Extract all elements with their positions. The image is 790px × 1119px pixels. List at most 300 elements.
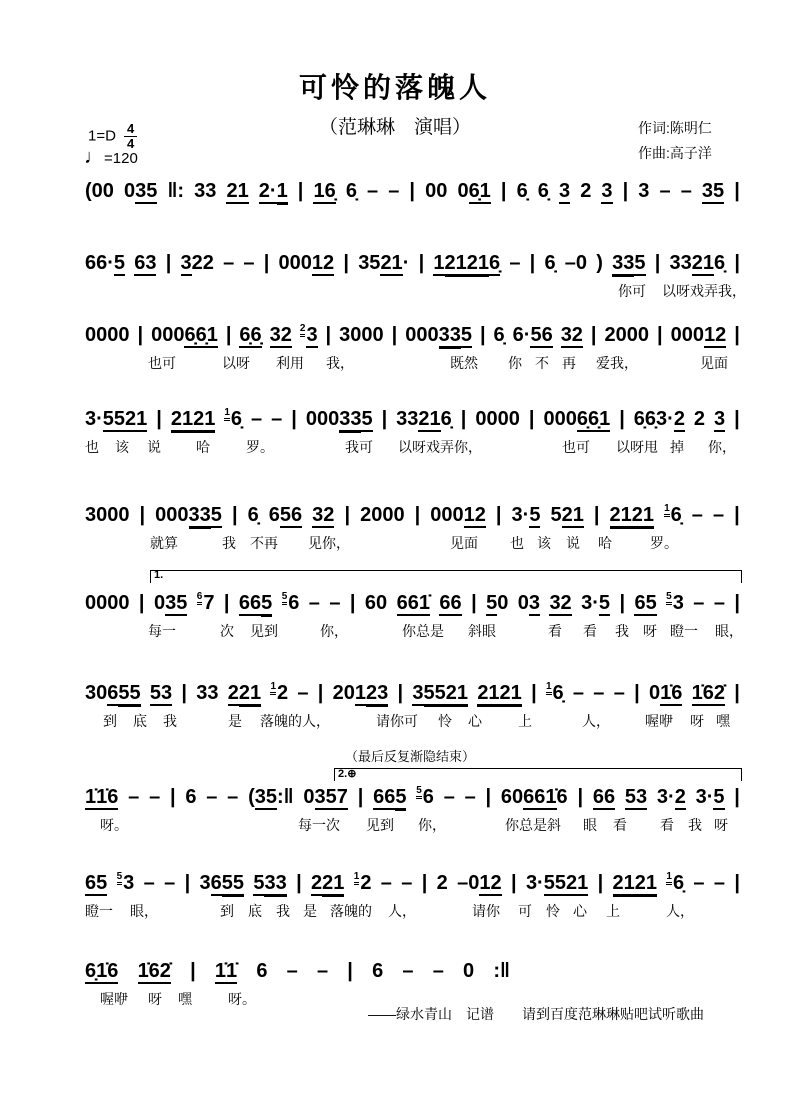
notation-token: 65: [85, 872, 108, 894]
meter-numerator: 4: [124, 122, 137, 137]
lyric-segment: 瞪一: [670, 623, 698, 639]
notation-token: |: [156, 408, 162, 430]
notation-token: 66: [439, 592, 462, 614]
notation-token: 6̣: [345, 180, 357, 202]
notation-token: |: [138, 592, 145, 614]
notation-token: –: [680, 180, 692, 202]
notation-token: 3655: [200, 868, 245, 898]
notation-token: |: [347, 960, 353, 982]
lyric-segment: 见面: [700, 355, 728, 371]
notation-token: 00: [425, 180, 448, 202]
notation-token: |: [291, 408, 297, 430]
meter-fraction: [124, 122, 137, 151]
lyric-segment: 喔咿: [100, 991, 128, 1007]
notation-token: 2·1: [259, 176, 288, 206]
notation-token: 03: [517, 592, 541, 614]
notation-token: |: [317, 682, 324, 704]
lyric-segment: 以呀甩: [616, 439, 658, 455]
lyric-segment: 人，: [582, 713, 610, 729]
notation-token: –: [316, 960, 329, 982]
lyric-segment: 见你，: [308, 535, 350, 551]
notation-token: 63: [134, 252, 157, 274]
lyric-segment: 说: [147, 439, 161, 455]
notation-token: |: [137, 324, 144, 346]
notation-token: |: [165, 252, 172, 274]
notation-token: $^1$6̣: [545, 681, 564, 704]
notation-token: –0: [564, 252, 588, 274]
lyric-segment: 该: [115, 439, 129, 455]
volta-1-label: 1.: [154, 569, 164, 581]
notation-token: |: [593, 504, 600, 526]
notation-token: 32: [312, 504, 335, 526]
notation-token: $^5$3: [666, 591, 684, 614]
footer-credit: ——绿水青山 记谱 请到百度范琳琳贴吧试听歌曲: [368, 1006, 704, 1022]
notation-token: 0000: [85, 592, 130, 614]
lyric-segment: 心: [573, 903, 587, 919]
notation-token: –: [593, 682, 605, 704]
notation-token: |: [397, 682, 404, 704]
song-subtitle: （范琳琳 演唱）: [318, 117, 471, 138]
key-value: 1=D: [88, 127, 116, 145]
notation-token: |: [654, 252, 661, 274]
notation-token: –: [713, 592, 725, 614]
notation-token: 6: [185, 786, 197, 808]
lyric-segment: 嘿: [178, 991, 192, 1007]
lyric-segment: 看: [583, 623, 597, 639]
notation-token: 3: [714, 408, 726, 430]
notation-row: [85, 678, 740, 708]
notation-token: $^5$3: [116, 871, 135, 894]
lyric-segment: 呀。: [228, 991, 256, 1007]
music-line-9: [85, 868, 740, 930]
notation-token: 3000: [339, 324, 384, 346]
notation-row: [85, 176, 740, 206]
notation-token: –: [443, 786, 455, 808]
notation-token: |: [343, 252, 349, 274]
notation-token: (35:‖: [248, 786, 294, 808]
notation-token: 035: [153, 592, 188, 614]
notation-token: 66·5: [85, 252, 126, 274]
notation-token: 00012: [670, 324, 727, 346]
notation-token: 3521·: [358, 252, 410, 274]
notation-token: 3·5: [511, 504, 541, 526]
notation-token: |: [421, 872, 428, 894]
notation-token: 665: [373, 782, 406, 812]
lyric-segment: 呀。: [100, 817, 128, 833]
notation-token: |: [344, 504, 351, 526]
volta-2-bracket: [334, 768, 742, 781]
notation-token: 6·56: [512, 324, 553, 346]
notation-token: 32: [560, 324, 583, 346]
notation-token: –: [432, 960, 444, 982]
notation-row: [85, 248, 740, 278]
notation-token: 0006̣6̣1: [543, 408, 611, 430]
notation-token: 1̇62̇: [691, 682, 725, 704]
lyric-segment: 心: [468, 713, 482, 729]
notation-token: |: [471, 592, 477, 614]
notation-token: 2: [693, 408, 706, 430]
notation-token: 00012: [278, 252, 335, 274]
notation-token: –: [693, 592, 705, 614]
notation-token: |: [223, 592, 230, 614]
lyric-segment: 你，: [708, 439, 736, 455]
lyric-segment: 看: [548, 623, 562, 639]
notation-token: |: [357, 786, 364, 808]
lyric-segment: 每一: [148, 623, 176, 639]
notation-token: |: [139, 504, 146, 526]
notation-token: 221: [228, 678, 261, 708]
notation-token: |: [297, 180, 304, 202]
notation-token: 60: [364, 592, 388, 614]
lyric-segment: 你可: [618, 283, 646, 299]
notation-token: |: [500, 180, 507, 202]
lyric-segment: 上: [606, 903, 620, 919]
notation-row: [85, 782, 740, 812]
lyric-segment: 呀: [643, 623, 657, 639]
notation-token: |: [619, 592, 626, 614]
notation-token: |: [510, 872, 517, 894]
notation-token: |: [577, 786, 584, 808]
notation-token: –: [227, 786, 239, 808]
notation-token: –: [149, 786, 161, 808]
notation-token: 53: [149, 682, 173, 704]
lyric-segment: 见到: [366, 817, 394, 833]
lyric-segment: 说: [566, 535, 580, 551]
notation-token: 2121: [477, 678, 522, 708]
music-line-2: [85, 248, 746, 310]
notation-token: –: [509, 252, 521, 274]
lyricist-credit: 作词:陈明仁: [638, 120, 712, 136]
notation-token: 1̇62̇: [137, 960, 171, 982]
notation-token: –: [712, 504, 725, 526]
notation-token: |: [169, 786, 176, 808]
lyric-segment: 怜: [546, 903, 560, 919]
notation-token: $^2$3: [299, 323, 318, 346]
notation-token: 6̣6̣: [239, 324, 262, 346]
notation-token: –: [367, 180, 379, 202]
lyric-segment: 我: [163, 713, 177, 729]
notation-token: 0000: [85, 324, 130, 346]
lyric-segment: 以呀戏弄我，: [662, 283, 746, 299]
notation-token: 2121: [613, 868, 658, 898]
notation-token: –: [297, 682, 309, 704]
lyric-segment: 底: [133, 713, 147, 729]
lyric-segment: 落魄的人，: [260, 713, 330, 729]
notation-token: 2: [580, 180, 592, 202]
notation-token: 661̇: [396, 592, 430, 614]
volta-1-bracket: [150, 570, 742, 583]
notation-token: |: [225, 324, 232, 346]
lyric-segment: 也: [510, 535, 524, 551]
lyric-segment: 我，: [326, 355, 354, 371]
notation-token: –: [206, 786, 218, 808]
notation-token: |: [597, 872, 604, 894]
notation-row: [85, 500, 740, 530]
notation-token: $^1$6̣: [224, 407, 243, 430]
coda-icon: ⊕: [347, 768, 357, 780]
notation-token: |: [296, 872, 302, 894]
notation-token: 0006̣6̣1: [151, 324, 218, 346]
notation-token: –: [401, 872, 413, 894]
notation-token: 521: [550, 504, 584, 526]
repeat-ending-note: （最后反复渐隐结束）: [345, 749, 476, 764]
notation-token: |: [734, 592, 740, 614]
notation-token: 6: [372, 960, 384, 982]
lyric-segment: 你总是: [402, 623, 444, 639]
notation-token: –: [164, 872, 176, 894]
lyric-segment: 罗。: [650, 535, 678, 551]
notation-token: 0000: [475, 408, 520, 430]
lyric-segment: 呀: [714, 817, 728, 833]
notation-token: 50: [486, 592, 509, 614]
lyric-segment: 我: [688, 817, 702, 833]
notation-token: |: [325, 324, 332, 346]
notation-token: |: [734, 324, 740, 346]
lyric-segment: 底: [248, 903, 262, 919]
notation-token: 322: [180, 252, 214, 274]
notation-token: 32: [269, 324, 292, 346]
lyric-segment: 见面: [450, 535, 478, 551]
notation-token: 0357: [303, 786, 348, 808]
lyric-segment: 罗。: [246, 439, 274, 455]
composer-credit: 作曲:高子洋: [638, 145, 712, 161]
meter-denominator: 4: [126, 136, 135, 151]
notation-token: 6: [256, 960, 268, 982]
lyric-segment: 上: [518, 713, 532, 729]
notation-token: –: [691, 504, 703, 526]
lyric-segment: 眼，: [715, 623, 743, 639]
lyric-segment: 呀: [148, 991, 162, 1007]
notation-token: 2000: [604, 324, 650, 346]
notation-token: |: [460, 408, 467, 430]
notation-token: 3: [638, 180, 650, 202]
notation-token: 335: [612, 248, 645, 278]
notation-token: –: [693, 872, 705, 894]
lyric-segment: 斜眼: [468, 623, 496, 639]
notation-token: –: [380, 872, 392, 894]
notation-token: 533: [253, 868, 286, 898]
notation-token: |: [349, 592, 356, 614]
notation-token: |: [734, 408, 740, 430]
notation-token: |: [231, 504, 238, 526]
notation-token: 6̣6̣3·2: [633, 408, 685, 430]
lyric-segment: 人，: [388, 903, 416, 919]
lyric-segment: 哈: [598, 535, 612, 551]
notation-token: 6̣: [247, 504, 259, 526]
volta-2-label: 2.⊕: [338, 768, 357, 780]
notation-token: |: [734, 180, 740, 202]
notation-token: |: [657, 324, 663, 346]
lyric-segment: 喔咿: [645, 713, 673, 729]
notation-token: –: [223, 252, 235, 274]
music-line-4: [85, 404, 740, 466]
notation-token: 035: [123, 180, 158, 202]
notation-token: 3: [601, 180, 613, 202]
lyric-segment: 我: [615, 623, 629, 639]
tempo-value: =120: [104, 150, 138, 167]
notation-token: 221: [311, 868, 344, 898]
lyric-segment: 你总是斜: [505, 817, 561, 833]
lyric-segment: 你，: [418, 817, 446, 833]
lyric-segment: 该: [537, 535, 551, 551]
lyric-segment: 见到: [250, 623, 278, 639]
notation-token: |: [495, 504, 502, 526]
notation-token: 33216̣: [396, 408, 452, 430]
notation-token: 20123: [333, 678, 389, 708]
notation-token: –: [251, 408, 263, 430]
notation-token: 33: [194, 180, 217, 202]
credits-block: [638, 116, 712, 166]
notation-token: $^1$2: [270, 681, 289, 704]
music-line-3: [85, 320, 740, 382]
notation-token: 2121: [171, 404, 216, 434]
notation-token: $^1$2: [353, 871, 372, 894]
notation-token: 33216̣: [669, 252, 726, 274]
notation-token: |: [414, 504, 421, 526]
notation-token: 6̣: [516, 180, 528, 202]
quarter-note-icon: ♩: [84, 146, 104, 168]
notation-token: 66: [592, 786, 616, 808]
notation-token: 3·5521: [85, 408, 148, 430]
lyric-segment: 不: [535, 355, 549, 371]
notation-token: 3·5521: [525, 872, 589, 894]
notation-token: 2121: [610, 500, 655, 530]
notation-token: ): [596, 252, 603, 274]
notation-token: 16̣: [313, 180, 336, 202]
notation-token: –: [402, 960, 414, 982]
notation-token: –: [464, 786, 476, 808]
notation-token: 06̣1: [457, 180, 491, 202]
lyric-segment: 你: [508, 355, 522, 371]
notation-token: 1̇1̇: [214, 960, 238, 982]
lyric-segment: 怜: [438, 713, 452, 729]
lyric-segment: 以呀戏弄你，: [398, 439, 482, 455]
notation-token: 53: [624, 786, 648, 808]
music-line-1: [85, 176, 740, 238]
tempo-marking: [84, 146, 138, 168]
notation-token: $^1$6̣: [666, 871, 685, 894]
lyric-segment: 爱我，: [596, 355, 638, 371]
notation-token: –: [308, 592, 320, 614]
lyric-segment: 人，: [666, 903, 694, 919]
notation-token: |: [734, 252, 740, 274]
lyric-segment: 看: [660, 817, 674, 833]
music-line-5: [85, 500, 740, 562]
notation-row: [85, 320, 740, 350]
notation-token: 2000: [360, 504, 405, 526]
notation-token: –: [128, 786, 140, 808]
notation-token: 121216̣: [433, 248, 500, 278]
notation-token: 6̣: [537, 180, 549, 202]
notation-token: 0: [463, 960, 475, 982]
notation-token: |: [479, 324, 486, 346]
notation-token: 6̣1̇6: [85, 960, 119, 982]
notation-token: 3·5: [581, 592, 611, 614]
notation-row: [85, 404, 740, 434]
lyric-segment: 我可: [345, 439, 373, 455]
lyric-segment: 是: [303, 903, 317, 919]
notation-token: –: [713, 872, 725, 894]
lyric-segment: 看: [613, 817, 627, 833]
lyric-segment: 再: [562, 355, 576, 371]
notation-token: 30655: [85, 678, 141, 708]
notation-token: –: [271, 408, 283, 430]
lyric-segment: 你，: [320, 623, 348, 639]
lyric-segment: 到: [103, 713, 117, 729]
notation-token: 3: [558, 180, 571, 202]
notation-row: [85, 956, 510, 986]
notation-token: |: [734, 786, 740, 808]
notation-token: –: [329, 592, 341, 614]
notation-token: 65: [634, 592, 657, 614]
notation-token: |: [634, 682, 640, 704]
lyric-segment: 次: [220, 623, 234, 639]
lyric-segment: 可: [518, 903, 532, 919]
notation-row: [85, 868, 740, 898]
lyric-segment: 哈: [196, 439, 210, 455]
notation-token: 60661̇6: [500, 786, 568, 808]
notation-token: 3·2: [656, 786, 686, 808]
lyric-segment: 请你可: [376, 713, 418, 729]
lyric-segment: 瞪一: [85, 903, 113, 919]
notation-token: 6̣: [544, 252, 556, 274]
notation-token: 656: [268, 504, 303, 526]
notation-token: |: [485, 786, 492, 808]
lyric-segment: 眼: [583, 817, 597, 833]
notation-token: $^1$6̣: [664, 503, 682, 526]
notation-token: 000335: [155, 500, 222, 530]
lyric-segment: 也可: [562, 439, 590, 455]
notation-token: $^5$6: [281, 591, 300, 614]
notation-token: (00: [85, 180, 114, 202]
notation-token: |: [590, 324, 597, 346]
notation-token: |: [418, 252, 425, 274]
notation-token: |: [263, 252, 270, 274]
lyric-segment: 每一次: [298, 817, 340, 833]
notation-token: |: [734, 872, 740, 894]
notation-token: –: [243, 252, 255, 274]
notation-token: 000335: [306, 404, 373, 434]
lyric-segment: 掉: [670, 439, 684, 455]
notation-token: |: [409, 180, 416, 202]
notation-token: |: [531, 682, 537, 704]
notation-token: $^6$7: [196, 591, 215, 614]
notation-token: –: [659, 180, 671, 202]
music-line-8: [85, 782, 740, 844]
notation-token: |: [529, 252, 536, 274]
notation-row: [85, 588, 740, 618]
notation-token: |: [181, 682, 188, 704]
notation-token: $^5$6: [416, 785, 434, 808]
notation-token: –012: [457, 872, 502, 894]
song-title: 可怜的落魄人: [298, 73, 491, 104]
lyric-segment: 眼，: [130, 903, 158, 919]
notation-token: –: [572, 682, 585, 704]
notation-token: 665: [239, 588, 272, 618]
lyric-segment: 就算: [150, 535, 178, 551]
notation-token: |: [381, 408, 388, 430]
notation-token: |: [528, 408, 535, 430]
lyric-segment: 呀: [690, 713, 704, 729]
notation-token: |: [734, 682, 740, 704]
lyric-segment: 嘿: [716, 713, 730, 729]
music-line-7: [85, 678, 740, 740]
notation-token: 2: [436, 872, 448, 894]
notation-token: 3·5: [695, 786, 725, 808]
notation-token: –: [613, 682, 625, 704]
notation-token: |: [184, 872, 191, 894]
notation-token: –: [143, 872, 155, 894]
